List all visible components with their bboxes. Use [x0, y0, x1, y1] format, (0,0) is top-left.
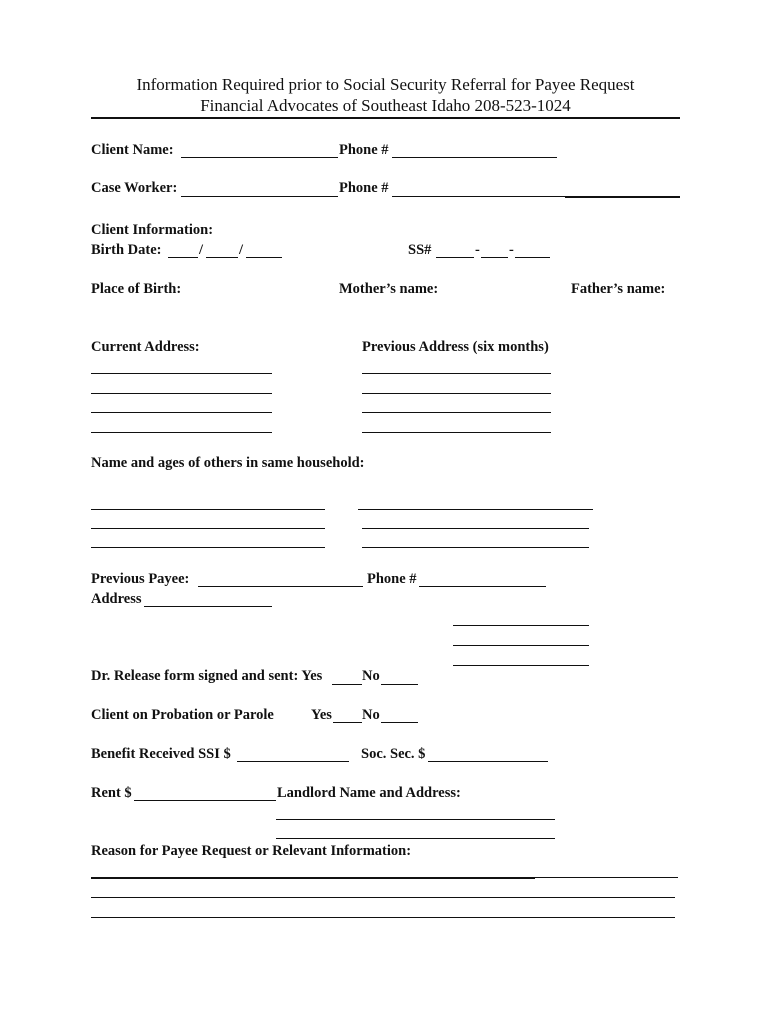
- reason-line-1[interactable]: [91, 877, 535, 879]
- household-label: Name and ages of others in same household:: [91, 455, 365, 471]
- ss-label: SS#: [408, 242, 432, 258]
- birth-month-field[interactable]: [168, 257, 198, 258]
- birth-date-separator: /: [199, 242, 204, 258]
- probation-label: Client on Probation or Parole: [91, 707, 274, 723]
- household-line-2[interactable]: [91, 528, 325, 529]
- household-line-1[interactable]: [91, 509, 325, 510]
- header-rule: [91, 117, 680, 119]
- dr-release-no-label: No: [362, 668, 380, 684]
- benefit-ssi-label: Benefit Received SSI $: [91, 746, 231, 762]
- previous-payee-label: Previous Payee:: [91, 571, 190, 587]
- household-line-4[interactable]: [358, 509, 593, 510]
- client-name-field[interactable]: [181, 157, 338, 158]
- previous-payee-phone-field[interactable]: [419, 586, 546, 587]
- previous-address-line-3[interactable]: [362, 412, 551, 413]
- client-phone-label: Phone #: [339, 142, 389, 158]
- place-of-birth-label: Place of Birth:: [91, 281, 182, 297]
- benefit-ssi-field[interactable]: [237, 761, 349, 762]
- probation-no-field[interactable]: [381, 722, 418, 723]
- birth-date-label: Birth Date:: [91, 242, 162, 258]
- reason-line-3[interactable]: [91, 917, 675, 918]
- dr-release-label: Dr. Release form signed and sent: Yes: [91, 668, 323, 684]
- rent-label: Rent $: [91, 785, 132, 801]
- previous-payee-address-line-2[interactable]: [453, 625, 589, 626]
- soc-sec-label: Soc. Sec. $: [361, 746, 426, 762]
- previous-address-line-2[interactable]: [362, 393, 551, 394]
- landlord-line-2[interactable]: [276, 838, 555, 839]
- client-phone-field[interactable]: [392, 157, 557, 158]
- ss-part3-field[interactable]: [515, 257, 550, 258]
- reason-line-1-end[interactable]: [535, 877, 678, 878]
- dr-release-no-field[interactable]: [381, 684, 418, 685]
- current-address-line-1[interactable]: [91, 373, 272, 374]
- previous-payee-address-line-3[interactable]: [453, 645, 589, 646]
- current-address-line-4[interactable]: [91, 432, 272, 433]
- household-line-5[interactable]: [362, 528, 589, 529]
- previous-payee-address-line-1[interactable]: [144, 606, 272, 607]
- ss-part2-field[interactable]: [481, 257, 508, 258]
- reason-line-2[interactable]: [91, 897, 675, 898]
- birth-day-field[interactable]: [206, 257, 238, 258]
- case-worker-phone-field[interactable]: [392, 196, 565, 197]
- dr-release-yes-field[interactable]: [332, 684, 362, 685]
- rent-field[interactable]: [134, 800, 276, 801]
- ss-separator: -: [475, 242, 480, 258]
- client-name-label: Client Name:: [91, 142, 174, 158]
- birth-year-field[interactable]: [246, 257, 282, 258]
- previous-payee-phone-label: Phone #: [367, 571, 417, 587]
- probation-no-label: No: [362, 707, 380, 723]
- probation-yes-label: Yes: [311, 707, 332, 723]
- case-worker-phone-label: Phone #: [339, 180, 389, 196]
- previous-payee-address-label: Address: [91, 591, 142, 607]
- case-worker-label: Case Worker:: [91, 180, 178, 196]
- reason-label: Reason for Payee Request or Relevant Information:: [91, 843, 412, 859]
- current-address-line-3[interactable]: [91, 412, 272, 413]
- ss-separator: -: [509, 242, 514, 258]
- ss-part1-field[interactable]: [436, 257, 474, 258]
- previous-payee-field[interactable]: [198, 586, 363, 587]
- current-address-label: Current Address:: [91, 339, 200, 355]
- previous-payee-address-line-4[interactable]: [453, 665, 589, 666]
- soc-sec-field[interactable]: [428, 761, 548, 762]
- probation-yes-field[interactable]: [333, 722, 362, 723]
- current-address-line-2[interactable]: [91, 393, 272, 394]
- form-title: Information Required prior to Social Security Referral for Payee Request: [136, 75, 635, 94]
- previous-address-line-1[interactable]: [362, 373, 551, 374]
- landlord-line-1[interactable]: [276, 819, 555, 820]
- section-rule: [565, 196, 680, 198]
- previous-address-line-4[interactable]: [362, 432, 551, 433]
- household-line-3[interactable]: [91, 547, 325, 548]
- previous-address-label: Previous Address (six months): [362, 339, 549, 355]
- mothers-name-label: Mother’s name:: [339, 281, 439, 297]
- case-worker-field[interactable]: [181, 196, 338, 197]
- birth-date-separator: /: [239, 242, 244, 258]
- client-information-heading: Client Information:: [91, 222, 214, 238]
- landlord-label: Landlord Name and Address:: [277, 785, 461, 801]
- household-line-6[interactable]: [362, 547, 589, 548]
- fathers-name-label: Father’s name:: [571, 281, 666, 297]
- form-subtitle: Financial Advocates of Southeast Idaho 208-523-1024: [200, 96, 571, 115]
